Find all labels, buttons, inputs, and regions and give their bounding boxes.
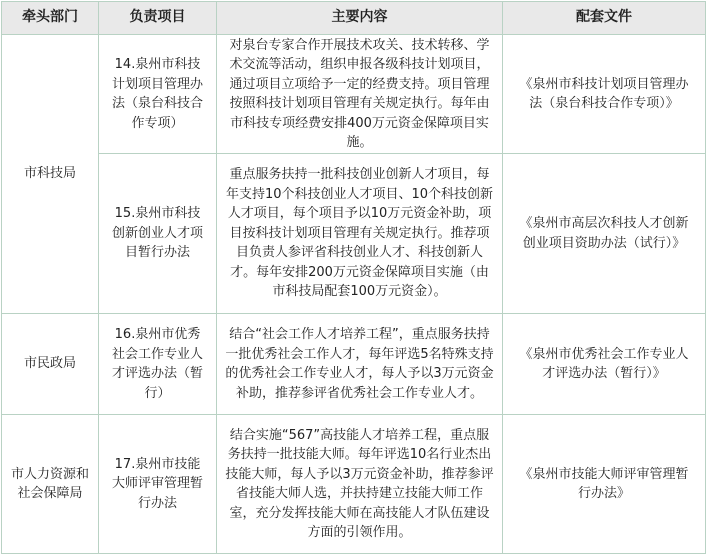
header-main-content: 主要内容 [217, 2, 503, 35]
document-cell: 《泉州市技能大师评审管理暂行办法》 [503, 415, 706, 554]
document-cell: 《泉州市科技计划项目管理办法（泉台科技合作专项）》 [503, 35, 706, 154]
content-cell: 重点服务扶持一批科技创业创新人才项目，每年支持10个科技创业人才项目、10个科技创新人才项目，每个项目予以10万元资金补助，项目按科技计划项目管理有关规定执行。推荐项目负责人参评省科技创业人才、科技创新人才。每年安排200万元资金保障项目实施（由市科技局配套100万元资金）。 [217, 154, 503, 314]
header-supporting-document: 配套文件 [503, 2, 706, 35]
table-row [2, 35, 706, 154]
department-cell: 市科技局 [2, 35, 99, 314]
project-cell: 14.泉州市科技计划项目管理办法（泉台科技合作专项） [99, 35, 217, 154]
header-project: 负责项目 [99, 2, 217, 35]
table-row [2, 415, 706, 554]
project-cell: 15.泉州市科技创新创业人才项目暂行办法 [99, 154, 217, 314]
content-cell: 结合实施“567”高技能人才培养工程，重点服务扶持一批技能大师。每年评选10名行业杰出技能大师，每人予以3万元资金补助，推荐参评省技能大师人选，并扶持建立技能大师工作室，充分发挥技能大师在高技能人才队伍建设方面的引领作用。 [217, 415, 503, 554]
content-cell: 结合“社会工作人才培养工程”，重点服务扶持一批优秀社会工作人才，每年评选5名特殊支持的优秀社会工作专业人才，每人予以3万元资金补助，推荐参评省优秀社会工作专业人才。 [217, 314, 503, 415]
project-cell: 17.泉州市技能大师评审管理暂行办法 [99, 415, 217, 554]
content-cell: 对泉台专家合作开展技术攻关、技术转移、学术交流等活动，组织申报各级科技计划项目，通过项目立项给予一定的经费支持。项目管理按照科技计划项目管理有关规定执行。每年由市科技专项经费安排400万元资金保障项目实施。 [217, 35, 503, 154]
header-lead-department: 牵头部门 [2, 2, 99, 35]
policy-table [1, 1, 706, 554]
document-cell: 《泉州市高层次科技人才创新创业项目资助办法（试行）》 [503, 154, 706, 314]
department-cell: 市民政局 [2, 314, 99, 415]
document-cell: 《泉州市优秀社会工作专业人才评选办法（暂行）》 [503, 314, 706, 415]
project-cell: 16.泉州市优秀社会工作专业人才评选办法（暂行） [99, 314, 217, 415]
table-row [2, 154, 706, 314]
header-row [2, 2, 706, 35]
table-row [2, 314, 706, 415]
department-cell: 市人力资源和社会保障局 [2, 415, 99, 554]
